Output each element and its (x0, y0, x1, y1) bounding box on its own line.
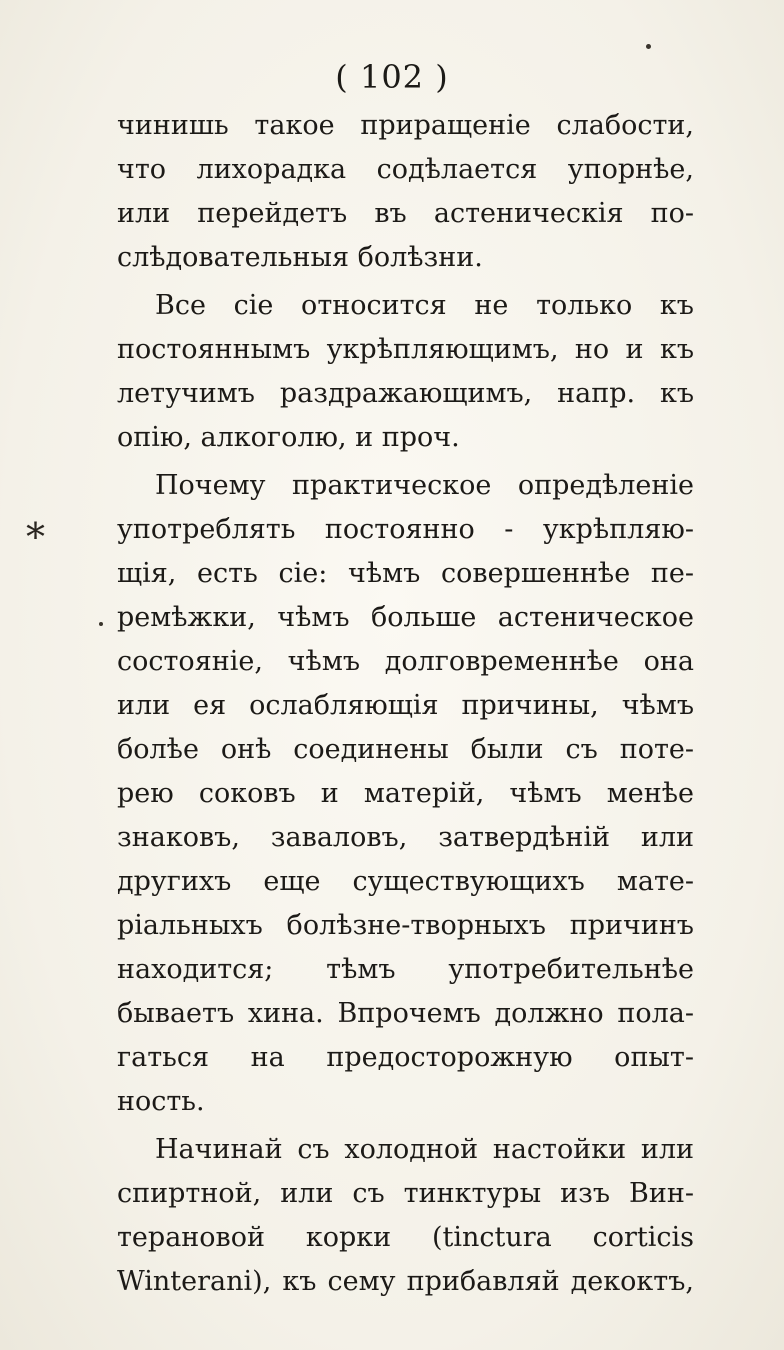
text-line: ремѣжки, чѣмъ больше астеническое (117, 602, 694, 633)
body-text (117, 104, 694, 1304)
text-line: гаться на предосторожную опыт- (117, 1042, 694, 1073)
text-line: ріальныхъ болѣзне-творныхъ причинъ (117, 910, 694, 941)
text-line: бываетъ хина. Впрочемъ должно пола- (117, 998, 694, 1029)
text-line: состояніе, чѣмъ долговременнѣе она (117, 646, 694, 677)
text-line: Winterani), къ сему прибавляй декоктъ, (117, 1266, 694, 1297)
text-line: летучимъ раздражающимъ, напр. къ (117, 378, 694, 409)
text-line: Начинай съ холодной настойки или (155, 1134, 694, 1165)
text-line: болѣе онѣ соединены были съ поте- (117, 734, 694, 765)
text-line: спиртной, или съ тинктуры изъ Вин- (117, 1178, 694, 1209)
page-number: ( 102 ) (335, 58, 449, 96)
text-line: щія, есть сіе: чѣмъ совершеннѣе пе- (117, 558, 694, 589)
ink-speck (99, 622, 103, 626)
text-line: употреблять постоянно - укрѣпляю- (117, 514, 694, 545)
text-line: Все сіе относится не только къ (155, 290, 694, 321)
ink-speck (646, 44, 651, 49)
text-line: чинишь такое приращеніе слабости, (117, 110, 694, 141)
text-line: постояннымъ укрѣпляющимъ, но и къ (117, 334, 694, 365)
text-line: или ея ослабляющія причины, чѣмъ (117, 690, 694, 721)
text-line: или перейдетъ въ астеническія по- (117, 198, 694, 229)
text-line: другихъ еще существующихъ мате- (117, 866, 694, 897)
text-line: терановой корки (tinctura corticis (117, 1222, 694, 1253)
text-line: находится; тѣмъ употребительнѣе (117, 954, 694, 985)
margin-mark: * (26, 515, 45, 559)
text-line: слѣдовательныя болѣзни. (117, 242, 483, 273)
text-line: ность. (117, 1086, 205, 1117)
text-line: опію, алкоголю, и проч. (117, 422, 460, 453)
text-line: рею соковъ и матерій, чѣмъ менѣе (117, 778, 694, 809)
text-line: Почему практическое опредѣленіе (155, 470, 694, 501)
text-line: знаковъ, заваловъ, затвердѣній или (117, 822, 694, 853)
text-line: что лихорадка содѣлается упорнѣе, (117, 154, 694, 185)
